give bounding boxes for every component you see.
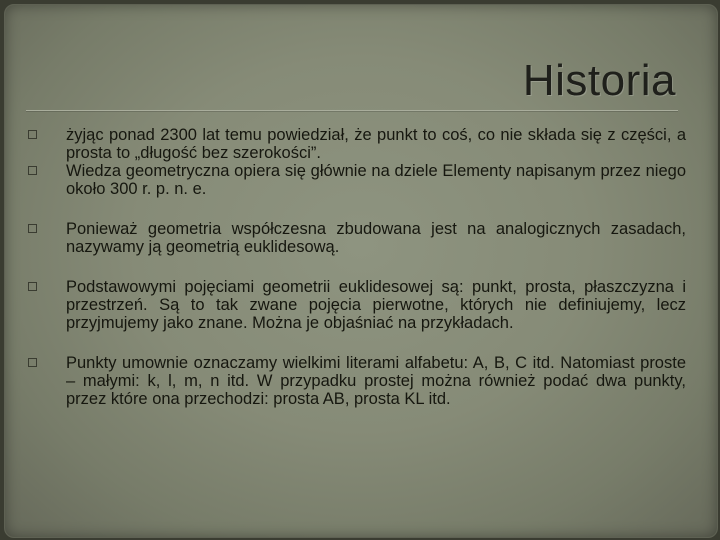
- bullet-text: Podstawowymi pojęciami geometrii euklidesowej są: punkt, prosta, płaszczyzna i przestrzeń. Są to tak zwane pojęcia pierwotne, których nie definiujemy, lecz przyjmujemy jako znane. Można je objaśniać na przykładach.: [66, 278, 686, 332]
- bullet-item: [26, 126, 686, 162]
- bullet-square-icon: [28, 282, 37, 291]
- bullet-list: [26, 126, 686, 408]
- bullet-text: Punkty umownie oznaczamy wielkimi literami alfabetu: A, B, C itd. Natomiast proste – małymi: k, l, m, n itd. W przypadku prostej można również podać dwa punkty, przez które ona przechodzi: prosta AB, prosta KL itd.: [66, 354, 686, 408]
- bullet-square-icon: [28, 130, 37, 139]
- bullet-text: żyjąc ponad 2300 lat temu powiedział, że punkt to coś, co nie składa się z części, a prosta to „długość bez szerokości”.: [66, 126, 686, 162]
- bullet-item: [26, 162, 686, 198]
- bullet-item: [26, 220, 686, 256]
- bullet-text: Ponieważ geometria współczesna zbudowana jest na analogicznych zasadach, nazywamy ją geometrią euklidesową.: [66, 220, 686, 256]
- bullet-square-icon: [28, 358, 37, 367]
- bullet-text: Wiedza geometryczna opiera się głównie na dziele Elementy napisanym przez niego około 300 r. p. n. e.: [66, 162, 686, 198]
- title-divider: [26, 110, 678, 111]
- slide-title: Historia: [522, 56, 676, 105]
- bullet-item: [26, 354, 686, 408]
- bullet-item: [26, 278, 686, 332]
- bullet-square-icon: [28, 166, 37, 175]
- bullet-square-icon: [28, 224, 37, 233]
